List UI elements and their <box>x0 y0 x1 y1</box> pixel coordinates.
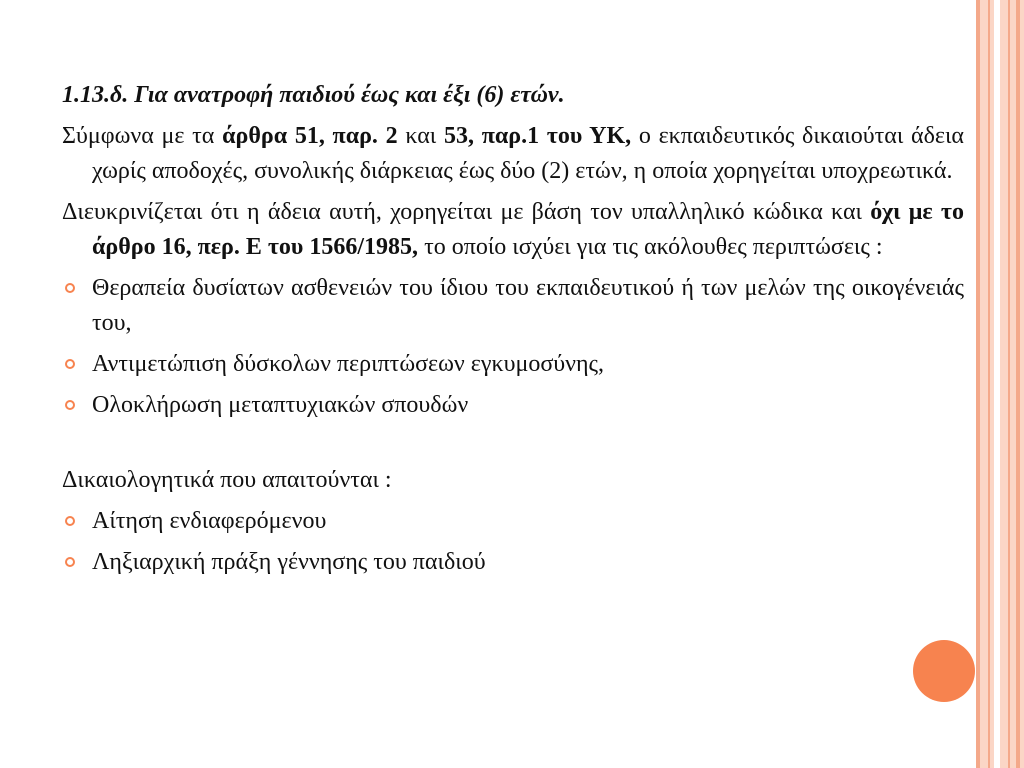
text-run: ο εκπαιδευτικός δικαιούται άδεια χωρίς αποδοχές, συνολικής διάρκειας έως δύο (2) ετών, η οποία χορηγείται υποχρεωτικά. <box>92 123 964 184</box>
bullet-circle-icon <box>65 359 75 369</box>
slide-content <box>62 78 964 586</box>
decorative-stripe <box>988 0 990 768</box>
decorative-stripe <box>1008 0 1010 768</box>
section-heading: 1.13.δ. Για ανατροφή παιδιού έως και έξι (6) ετών. <box>62 82 565 108</box>
decorative-stripe <box>1016 0 1020 768</box>
list-item-case <box>62 388 964 423</box>
bullet-circle-icon <box>65 283 75 293</box>
text-run: και <box>397 123 444 149</box>
decorative-stripe <box>994 0 1000 768</box>
list-item-text: Ολοκλήρωση μεταπτυχιακών σπουδών <box>92 392 469 418</box>
bold-run: 53, παρ.1 του ΥΚ, <box>443 123 632 149</box>
list-item-text: Αίτηση ενδιαφερόμενου <box>92 508 327 534</box>
list-item-text: Αντιμετώπιση δύσκολων περιπτώσεων εγκυμοσύνης, <box>92 351 605 377</box>
list-item-text: Θεραπεία δυσίατων ασθενειών του ίδιου του εκπαιδευτικού ή των μελών της οικογένειάς του, <box>92 275 964 336</box>
bullet-circle-icon <box>65 557 75 567</box>
paragraph-clarification <box>62 195 964 265</box>
spacer <box>62 429 964 463</box>
text-run: Διευκρινίζεται ότι η άδεια αυτή, χορηγείται με βάση τον υπαλληλικό κώδικα και <box>62 199 871 225</box>
paragraph-legal-basis <box>62 119 964 189</box>
text-run: Σύμφωνα με τα <box>62 123 223 149</box>
list-item-case <box>62 347 964 382</box>
list-item-case <box>62 271 964 341</box>
bullet-circle-icon <box>65 516 75 526</box>
text-run: το οποίο ισχύει για τις ακόλουθες περιπτώσεις : <box>418 234 883 260</box>
list-item-text: Ληξιαρχική πράξη γέννησης του παιδιού <box>92 549 486 575</box>
list-item-document <box>62 504 964 539</box>
bold-run: όχι με το άρθρο 16, περ. Ε του 1566/1985, <box>92 199 964 260</box>
decorative-circle <box>913 640 975 702</box>
bold-run: άρθρα 51, παρ. 2 <box>222 123 398 149</box>
list-item-document <box>62 545 964 580</box>
documents-title: Δικαιολογητικά που απαιτούνται : <box>62 467 392 493</box>
bullet-circle-icon <box>65 400 75 410</box>
decorative-stripe <box>976 0 980 768</box>
